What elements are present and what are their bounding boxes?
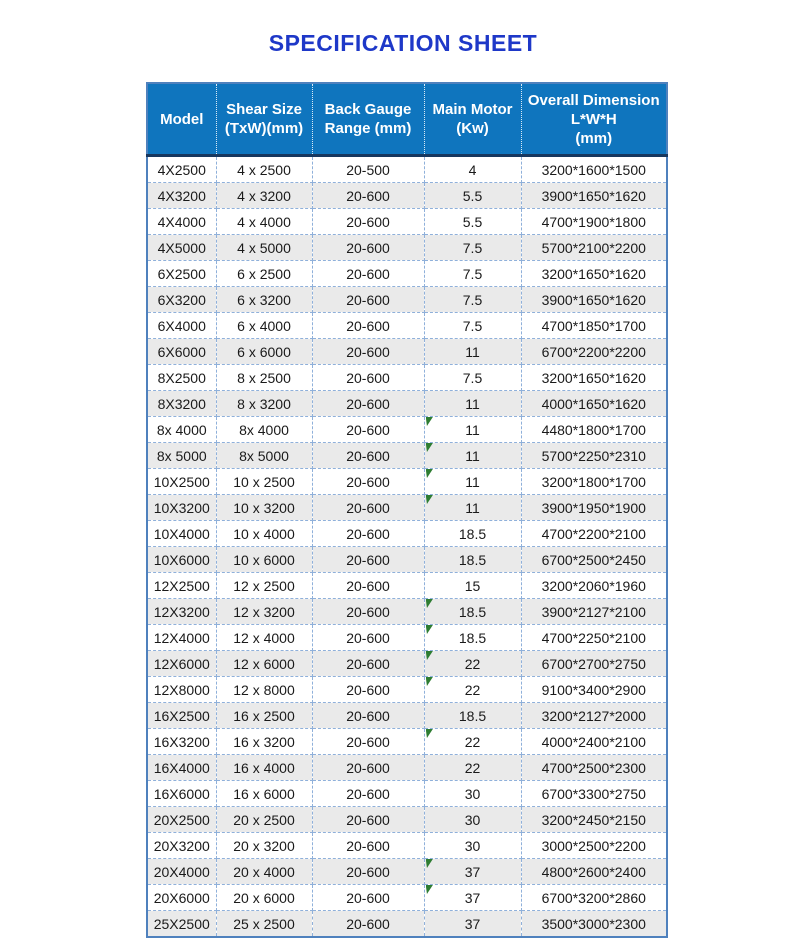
cell-model: 16X2500 bbox=[147, 703, 216, 729]
table-row bbox=[147, 156, 667, 183]
cell-back-gauge-range: 20-600 bbox=[312, 287, 424, 313]
cell-shear-size: 16 x 2500 bbox=[216, 703, 312, 729]
column-header-motor bbox=[424, 83, 521, 156]
table-row bbox=[147, 911, 667, 938]
cell-main-motor bbox=[424, 729, 521, 755]
specification-table bbox=[146, 82, 668, 938]
cell-shear-size: 4 x 4000 bbox=[216, 209, 312, 235]
cell-model: 16X6000 bbox=[147, 781, 216, 807]
table-row bbox=[147, 209, 667, 235]
main-motor-value: 22 bbox=[464, 655, 481, 672]
cell-main-motor bbox=[424, 521, 521, 547]
cell-back-gauge-range: 20-600 bbox=[312, 313, 424, 339]
cell-main-motor bbox=[424, 183, 521, 209]
table-row bbox=[147, 313, 667, 339]
cell-main-motor bbox=[424, 547, 521, 573]
cell-model: 4X2500 bbox=[147, 156, 216, 183]
error-flag-icon bbox=[426, 417, 434, 427]
cell-shear-size: 12 x 6000 bbox=[216, 651, 312, 677]
cell-main-motor bbox=[424, 235, 521, 261]
cell-back-gauge-range: 20-600 bbox=[312, 339, 424, 365]
cell-back-gauge-range: 20-600 bbox=[312, 261, 424, 287]
cell-model: 20X2500 bbox=[147, 807, 216, 833]
main-motor-value: 18.5 bbox=[458, 525, 487, 542]
cell-shear-size: 6 x 3200 bbox=[216, 287, 312, 313]
cell-overall-dimension: 3200*1800*1700 bbox=[521, 469, 667, 495]
cell-shear-size: 4 x 5000 bbox=[216, 235, 312, 261]
cell-model: 25X2500 bbox=[147, 911, 216, 938]
cell-main-motor bbox=[424, 209, 521, 235]
cell-main-motor bbox=[424, 807, 521, 833]
cell-main-motor bbox=[424, 339, 521, 365]
table-body bbox=[147, 156, 667, 938]
cell-overall-dimension: 3000*2500*2200 bbox=[521, 833, 667, 859]
main-motor-value: 7.5 bbox=[462, 317, 483, 334]
main-motor-value: 22 bbox=[464, 759, 481, 776]
cell-shear-size: 20 x 4000 bbox=[216, 859, 312, 885]
error-flag-icon bbox=[426, 651, 434, 661]
cell-model: 10X3200 bbox=[147, 495, 216, 521]
cell-model: 12X3200 bbox=[147, 599, 216, 625]
cell-model: 20X3200 bbox=[147, 833, 216, 859]
cell-overall-dimension: 3200*2450*2150 bbox=[521, 807, 667, 833]
cell-overall-dimension: 4700*2200*2100 bbox=[521, 521, 667, 547]
cell-back-gauge-range: 20-600 bbox=[312, 521, 424, 547]
cell-main-motor bbox=[424, 625, 521, 651]
error-flag-icon bbox=[426, 469, 434, 479]
cell-overall-dimension: 3900*1650*1620 bbox=[521, 183, 667, 209]
cell-main-motor bbox=[424, 911, 521, 938]
cell-back-gauge-range: 20-600 bbox=[312, 833, 424, 859]
cell-overall-dimension: 4480*1800*1700 bbox=[521, 417, 667, 443]
cell-model: 12X2500 bbox=[147, 573, 216, 599]
table-row bbox=[147, 547, 667, 573]
main-motor-value: 30 bbox=[464, 785, 481, 802]
cell-overall-dimension: 6700*3300*2750 bbox=[521, 781, 667, 807]
table-row bbox=[147, 781, 667, 807]
cell-shear-size: 16 x 6000 bbox=[216, 781, 312, 807]
cell-main-motor bbox=[424, 599, 521, 625]
column-header-line: Shear Size bbox=[226, 101, 302, 118]
cell-shear-size: 8 x 3200 bbox=[216, 391, 312, 417]
cell-model: 6X4000 bbox=[147, 313, 216, 339]
cell-shear-size: 20 x 2500 bbox=[216, 807, 312, 833]
cell-main-motor bbox=[424, 703, 521, 729]
cell-back-gauge-range: 20-600 bbox=[312, 677, 424, 703]
main-motor-value: 37 bbox=[464, 889, 481, 906]
cell-shear-size: 10 x 6000 bbox=[216, 547, 312, 573]
cell-overall-dimension: 4700*1850*1700 bbox=[521, 313, 667, 339]
table-row bbox=[147, 469, 667, 495]
table-row bbox=[147, 807, 667, 833]
cell-main-motor bbox=[424, 365, 521, 391]
cell-back-gauge-range: 20-600 bbox=[312, 651, 424, 677]
cell-main-motor bbox=[424, 755, 521, 781]
cell-model: 12X8000 bbox=[147, 677, 216, 703]
cell-main-motor bbox=[424, 391, 521, 417]
cell-shear-size: 12 x 2500 bbox=[216, 573, 312, 599]
column-header-range bbox=[312, 83, 424, 156]
cell-shear-size: 8x 5000 bbox=[216, 443, 312, 469]
error-flag-icon bbox=[426, 729, 434, 739]
cell-back-gauge-range: 20-600 bbox=[312, 417, 424, 443]
cell-model: 20X6000 bbox=[147, 885, 216, 911]
main-motor-value: 22 bbox=[464, 733, 481, 750]
cell-overall-dimension: 4700*1900*1800 bbox=[521, 209, 667, 235]
cell-overall-dimension: 6700*3200*2860 bbox=[521, 885, 667, 911]
main-motor-value: 4 bbox=[468, 161, 477, 178]
cell-shear-size: 12 x 3200 bbox=[216, 599, 312, 625]
cell-back-gauge-range: 20-600 bbox=[312, 209, 424, 235]
table-row bbox=[147, 521, 667, 547]
main-motor-value: 37 bbox=[464, 915, 481, 932]
main-motor-value: 11 bbox=[465, 395, 480, 412]
cell-model: 4X5000 bbox=[147, 235, 216, 261]
cell-model: 8x 5000 bbox=[147, 443, 216, 469]
table-row bbox=[147, 573, 667, 599]
table-row bbox=[147, 443, 667, 469]
table-row bbox=[147, 729, 667, 755]
error-flag-icon bbox=[426, 443, 434, 453]
table-row bbox=[147, 391, 667, 417]
cell-overall-dimension: 6700*2700*2750 bbox=[521, 651, 667, 677]
main-motor-value: 7.5 bbox=[462, 265, 483, 282]
main-motor-value: 11 bbox=[465, 421, 480, 438]
cell-shear-size: 10 x 2500 bbox=[216, 469, 312, 495]
main-motor-value: 18.5 bbox=[458, 629, 487, 646]
cell-overall-dimension: 3200*2127*2000 bbox=[521, 703, 667, 729]
cell-model: 16X4000 bbox=[147, 755, 216, 781]
table-row bbox=[147, 235, 667, 261]
cell-back-gauge-range: 20-600 bbox=[312, 365, 424, 391]
cell-main-motor bbox=[424, 313, 521, 339]
main-motor-value: 22 bbox=[464, 681, 481, 698]
column-header-line: Overall Dimension bbox=[527, 91, 660, 109]
cell-overall-dimension: 3900*1650*1620 bbox=[521, 287, 667, 313]
cell-model: 8x 4000 bbox=[147, 417, 216, 443]
cell-shear-size: 6 x 2500 bbox=[216, 261, 312, 287]
main-motor-value: 18.5 bbox=[458, 603, 487, 620]
table-row bbox=[147, 599, 667, 625]
error-flag-icon bbox=[426, 599, 434, 609]
cell-main-motor bbox=[424, 261, 521, 287]
cell-shear-size: 4 x 2500 bbox=[216, 156, 312, 183]
cell-back-gauge-range: 20-600 bbox=[312, 495, 424, 521]
cell-main-motor bbox=[424, 573, 521, 599]
page-title: SPECIFICATION SHEET bbox=[268, 30, 538, 56]
cell-shear-size: 16 x 4000 bbox=[216, 755, 312, 781]
table-row bbox=[147, 833, 667, 859]
main-motor-value: 7.5 bbox=[462, 291, 483, 308]
cell-main-motor bbox=[424, 287, 521, 313]
cell-shear-size: 4 x 3200 bbox=[216, 183, 312, 209]
table-row bbox=[147, 859, 667, 885]
cell-overall-dimension: 4800*2600*2400 bbox=[521, 859, 667, 885]
cell-overall-dimension: 3200*1650*1620 bbox=[521, 365, 667, 391]
main-motor-value: 11 bbox=[465, 473, 480, 490]
cell-back-gauge-range: 20-600 bbox=[312, 235, 424, 261]
cell-shear-size: 10 x 4000 bbox=[216, 521, 312, 547]
cell-shear-size: 20 x 6000 bbox=[216, 885, 312, 911]
cell-model: 6X2500 bbox=[147, 261, 216, 287]
cell-main-motor bbox=[424, 885, 521, 911]
cell-back-gauge-range: 20-600 bbox=[312, 443, 424, 469]
column-header-dim bbox=[521, 83, 667, 156]
cell-overall-dimension: 6700*2200*2200 bbox=[521, 339, 667, 365]
table-row bbox=[147, 365, 667, 391]
cell-overall-dimension: 4000*2400*2100 bbox=[521, 729, 667, 755]
cell-shear-size: 8 x 2500 bbox=[216, 365, 312, 391]
column-header-line: Main Motor bbox=[432, 101, 513, 118]
cell-model: 4X3200 bbox=[147, 183, 216, 209]
column-header-model bbox=[147, 83, 216, 156]
cell-main-motor bbox=[424, 859, 521, 885]
table-row bbox=[147, 339, 667, 365]
error-flag-icon bbox=[426, 677, 434, 687]
table-row bbox=[147, 651, 667, 677]
main-motor-value: 30 bbox=[464, 837, 481, 854]
cell-shear-size: 6 x 4000 bbox=[216, 313, 312, 339]
cell-back-gauge-range: 20-600 bbox=[312, 599, 424, 625]
table-row bbox=[147, 417, 667, 443]
cell-model: 8X3200 bbox=[147, 391, 216, 417]
column-header-line: (TxW)(mm) bbox=[224, 120, 304, 137]
cell-shear-size: 25 x 2500 bbox=[216, 911, 312, 938]
table-row bbox=[147, 287, 667, 313]
column-header-line: Range (mm) bbox=[324, 120, 412, 137]
cell-model: 10X6000 bbox=[147, 547, 216, 573]
cell-overall-dimension: 3200*1650*1620 bbox=[521, 261, 667, 287]
cell-main-motor bbox=[424, 469, 521, 495]
column-header-shear bbox=[216, 83, 312, 156]
cell-overall-dimension: 9100*3400*2900 bbox=[521, 677, 667, 703]
main-motor-value: 11 bbox=[465, 499, 480, 516]
cell-main-motor bbox=[424, 495, 521, 521]
main-motor-value: 5.5 bbox=[462, 213, 483, 230]
main-motor-value: 11 bbox=[465, 447, 480, 464]
cell-overall-dimension: 3900*1950*1900 bbox=[521, 495, 667, 521]
cell-main-motor bbox=[424, 781, 521, 807]
cell-overall-dimension: 4000*1650*1620 bbox=[521, 391, 667, 417]
cell-shear-size: 10 x 3200 bbox=[216, 495, 312, 521]
cell-model: 10X4000 bbox=[147, 521, 216, 547]
main-motor-value: 30 bbox=[464, 811, 481, 828]
cell-main-motor bbox=[424, 651, 521, 677]
cell-back-gauge-range: 20-600 bbox=[312, 729, 424, 755]
cell-back-gauge-range: 20-600 bbox=[312, 391, 424, 417]
column-header-line: Back Gauge bbox=[324, 101, 412, 118]
cell-back-gauge-range: 20-500 bbox=[312, 156, 424, 183]
header-row bbox=[147, 83, 667, 156]
main-motor-value: 11 bbox=[465, 343, 480, 360]
cell-overall-dimension: 3900*2127*2100 bbox=[521, 599, 667, 625]
cell-main-motor bbox=[424, 417, 521, 443]
cell-shear-size: 16 x 3200 bbox=[216, 729, 312, 755]
table-row bbox=[147, 677, 667, 703]
table-row bbox=[147, 625, 667, 651]
cell-shear-size: 12 x 8000 bbox=[216, 677, 312, 703]
cell-back-gauge-range: 20-600 bbox=[312, 781, 424, 807]
cell-model: 12X4000 bbox=[147, 625, 216, 651]
cell-back-gauge-range: 20-600 bbox=[312, 469, 424, 495]
cell-overall-dimension: 3500*3000*2300 bbox=[521, 911, 667, 938]
main-motor-value: 37 bbox=[464, 863, 481, 880]
cell-model: 6X6000 bbox=[147, 339, 216, 365]
cell-model: 20X4000 bbox=[147, 859, 216, 885]
cell-main-motor bbox=[424, 156, 521, 183]
cell-model: 6X3200 bbox=[147, 287, 216, 313]
cell-back-gauge-range: 20-600 bbox=[312, 183, 424, 209]
table-row bbox=[147, 703, 667, 729]
cell-model: 10X2500 bbox=[147, 469, 216, 495]
table-header bbox=[147, 83, 667, 156]
column-header-line: L*W*H bbox=[570, 110, 617, 128]
cell-back-gauge-range: 20-600 bbox=[312, 547, 424, 573]
table-row bbox=[147, 885, 667, 911]
cell-model: 16X3200 bbox=[147, 729, 216, 755]
column-header-line: (mm) bbox=[575, 129, 613, 147]
cell-back-gauge-range: 20-600 bbox=[312, 573, 424, 599]
cell-shear-size: 8x 4000 bbox=[216, 417, 312, 443]
main-motor-value: 7.5 bbox=[462, 369, 483, 386]
cell-overall-dimension: 4700*2500*2300 bbox=[521, 755, 667, 781]
cell-shear-size: 6 x 6000 bbox=[216, 339, 312, 365]
cell-model: 8X2500 bbox=[147, 365, 216, 391]
cell-overall-dimension: 3200*2060*1960 bbox=[521, 573, 667, 599]
cell-main-motor bbox=[424, 677, 521, 703]
table-row bbox=[147, 755, 667, 781]
table-row bbox=[147, 495, 667, 521]
cell-overall-dimension: 4700*2250*2100 bbox=[521, 625, 667, 651]
cell-shear-size: 12 x 4000 bbox=[216, 625, 312, 651]
cell-main-motor bbox=[424, 833, 521, 859]
cell-overall-dimension: 5700*2250*2310 bbox=[521, 443, 667, 469]
table-row bbox=[147, 261, 667, 287]
cell-back-gauge-range: 20-600 bbox=[312, 859, 424, 885]
cell-overall-dimension: 5700*2100*2200 bbox=[521, 235, 667, 261]
main-motor-value: 15 bbox=[464, 577, 481, 594]
cell-back-gauge-range: 20-600 bbox=[312, 625, 424, 651]
main-motor-value: 18.5 bbox=[458, 551, 487, 568]
cell-main-motor bbox=[424, 443, 521, 469]
cell-overall-dimension: 3200*1600*1500 bbox=[521, 156, 667, 183]
column-header-line: (Kw) bbox=[456, 120, 489, 137]
error-flag-icon bbox=[426, 859, 434, 869]
main-motor-value: 7.5 bbox=[462, 239, 483, 256]
main-motor-value: 18.5 bbox=[458, 707, 487, 724]
cell-model: 12X6000 bbox=[147, 651, 216, 677]
error-flag-icon bbox=[426, 495, 434, 505]
error-flag-icon bbox=[426, 625, 434, 635]
cell-model: 4X4000 bbox=[147, 209, 216, 235]
cell-shear-size: 20 x 3200 bbox=[216, 833, 312, 859]
cell-back-gauge-range: 20-600 bbox=[312, 755, 424, 781]
column-header-line: Model bbox=[160, 110, 204, 128]
cell-back-gauge-range: 20-600 bbox=[312, 703, 424, 729]
cell-overall-dimension: 6700*2500*2450 bbox=[521, 547, 667, 573]
cell-back-gauge-range: 20-600 bbox=[312, 807, 424, 833]
main-motor-value: 5.5 bbox=[462, 187, 483, 204]
cell-back-gauge-range: 20-600 bbox=[312, 911, 424, 938]
error-flag-icon bbox=[426, 885, 434, 895]
cell-back-gauge-range: 20-600 bbox=[312, 885, 424, 911]
table-row bbox=[147, 183, 667, 209]
